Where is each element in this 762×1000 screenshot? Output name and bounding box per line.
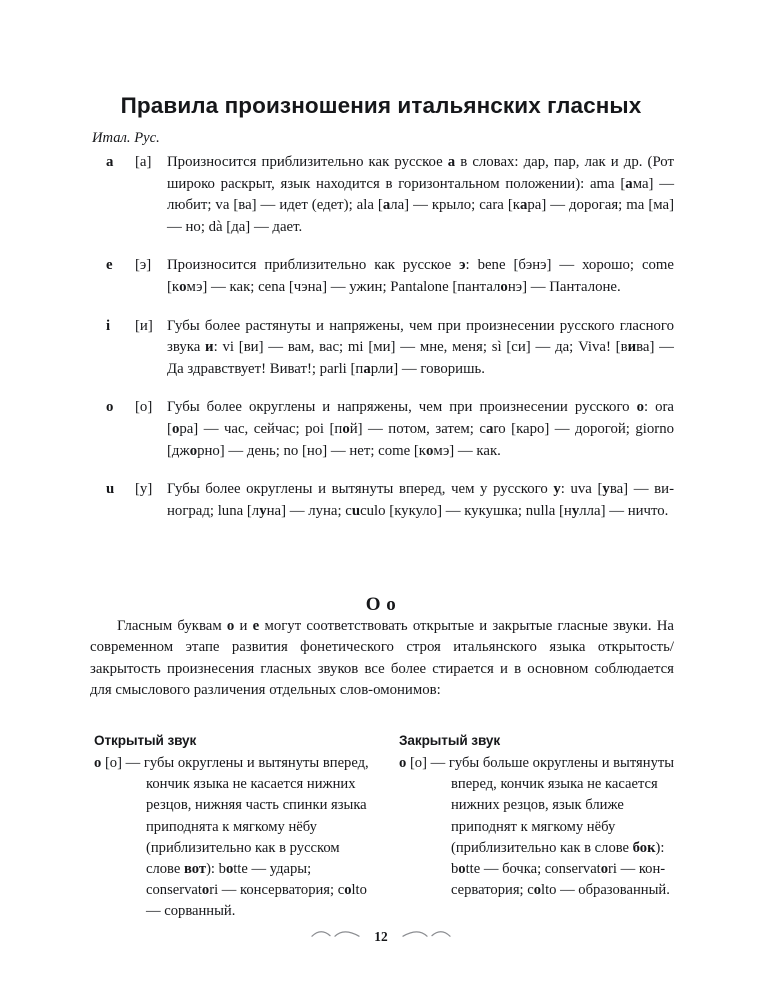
page-number: 12 [374,929,388,945]
legend-label: Итал. Рус. [92,130,160,146]
vowel-description: Губы более округлены и напряжены, чем при произнесении русского о: ora [ора] — час, сейчас; poi [пой] — потом, затем; caro [каро] — дорогой; giorno [джорно] — день; no [но] — нет; come [комэ] — как. [167,399,675,459]
vowel-entry-u [92,479,674,522]
open-sound-body: о [о] — губы округлены и вытянуты вперед, кончик языка не касается нижних резцов, нижняя часть спинки языка приподнята к мягкому нёбу (приблизительно как в русском слове вот): botte — удары; conservatori — консерватория; colto — сорванный. [94,755,369,920]
closed-sound-column [399,733,678,923]
intro-paragraph: Гласным буквам о и е могут соответствовать открытые и закрытые гласные звуки. На современном этапе развития фонетического строя итальянского языка открытость/закрытость произнесения гласных звуков все более стирается и в основном соблюдается для смыслового различения отдельных слов-омонимов: [90,618,675,699]
vowel-letter: u [106,481,115,498]
vowel-description: Произносится приблизительно как русское а в словах: дар, пар, лак и др. (Рот широко раскрыт, язык находится в горизонтальном положении): ama [ама] — любит; va [ва] — идет (едет); ala [ала] — крыло; cara [кара] — дорогая; ma [ма] — но; dà [да] — дает. [167,154,674,235]
vowel-rules-list [92,152,674,539]
closed-sound-heading: Закрытый звук [399,733,501,748]
vowel-transcription: [и] [135,317,153,334]
section-heading: O o [365,593,397,615]
vowel-entry-a [92,152,674,238]
open-sound-column [94,733,373,923]
vowel-letter: o [106,399,114,416]
vowel-transcription: [а] [135,154,152,170]
vowel-description: Губы более округлены и вытянуты вперед, чем у русского у: uva [ува] — виноград; luna [луна] — луна; cuculo [кукуло] — кукушка; nulla [нулла] — ничто. [167,481,674,519]
vowel-description: Губы более растянуты и напряжены, чем при произнесении русского гласного звука и: vi [ви] — вам, вас; mi [ми] — мне, меня; sì [си] — да; Viva! [вива] — Да здравствует! Виват!; parli [парли] — говоришь. [167,317,674,377]
page-title: Правила произношения итальянских гласных [120,93,642,119]
page-footer [0,928,762,946]
vowel-transcription: [у] [135,481,153,498]
vowel-letter: i [106,317,111,334]
vowel-letter: a [106,154,114,170]
wave-ornament-right-icon [399,928,451,946]
vowel-letter: e [106,257,113,274]
vowel-description: Произносится приблизительно как русское э: bene [бэнэ] — хорошо; come [комэ] — как; cena [чэна] — ужин; Pantalone [панталонэ] — Панталоне. [167,257,674,295]
wave-ornament-left-icon [311,928,363,946]
sound-comparison-columns [94,733,678,923]
vowel-transcription: [о] [135,399,153,416]
vowel-entry-e [92,255,674,298]
closed-sound-body: о [о] — губы больше округлены и вытянуты вперед, кончик языка не касается нижних резцов, язык ближе приподнят к мягкому нёбу (приблизительно как в слове бок): botte — бочка; conservatori — консерватория; colto — образованный. [399,755,675,899]
vowel-entry-i [92,316,674,381]
vowel-entry-o [92,397,674,462]
vowel-transcription: [э] [135,257,152,274]
open-sound-heading: Открытый звук [94,733,197,748]
